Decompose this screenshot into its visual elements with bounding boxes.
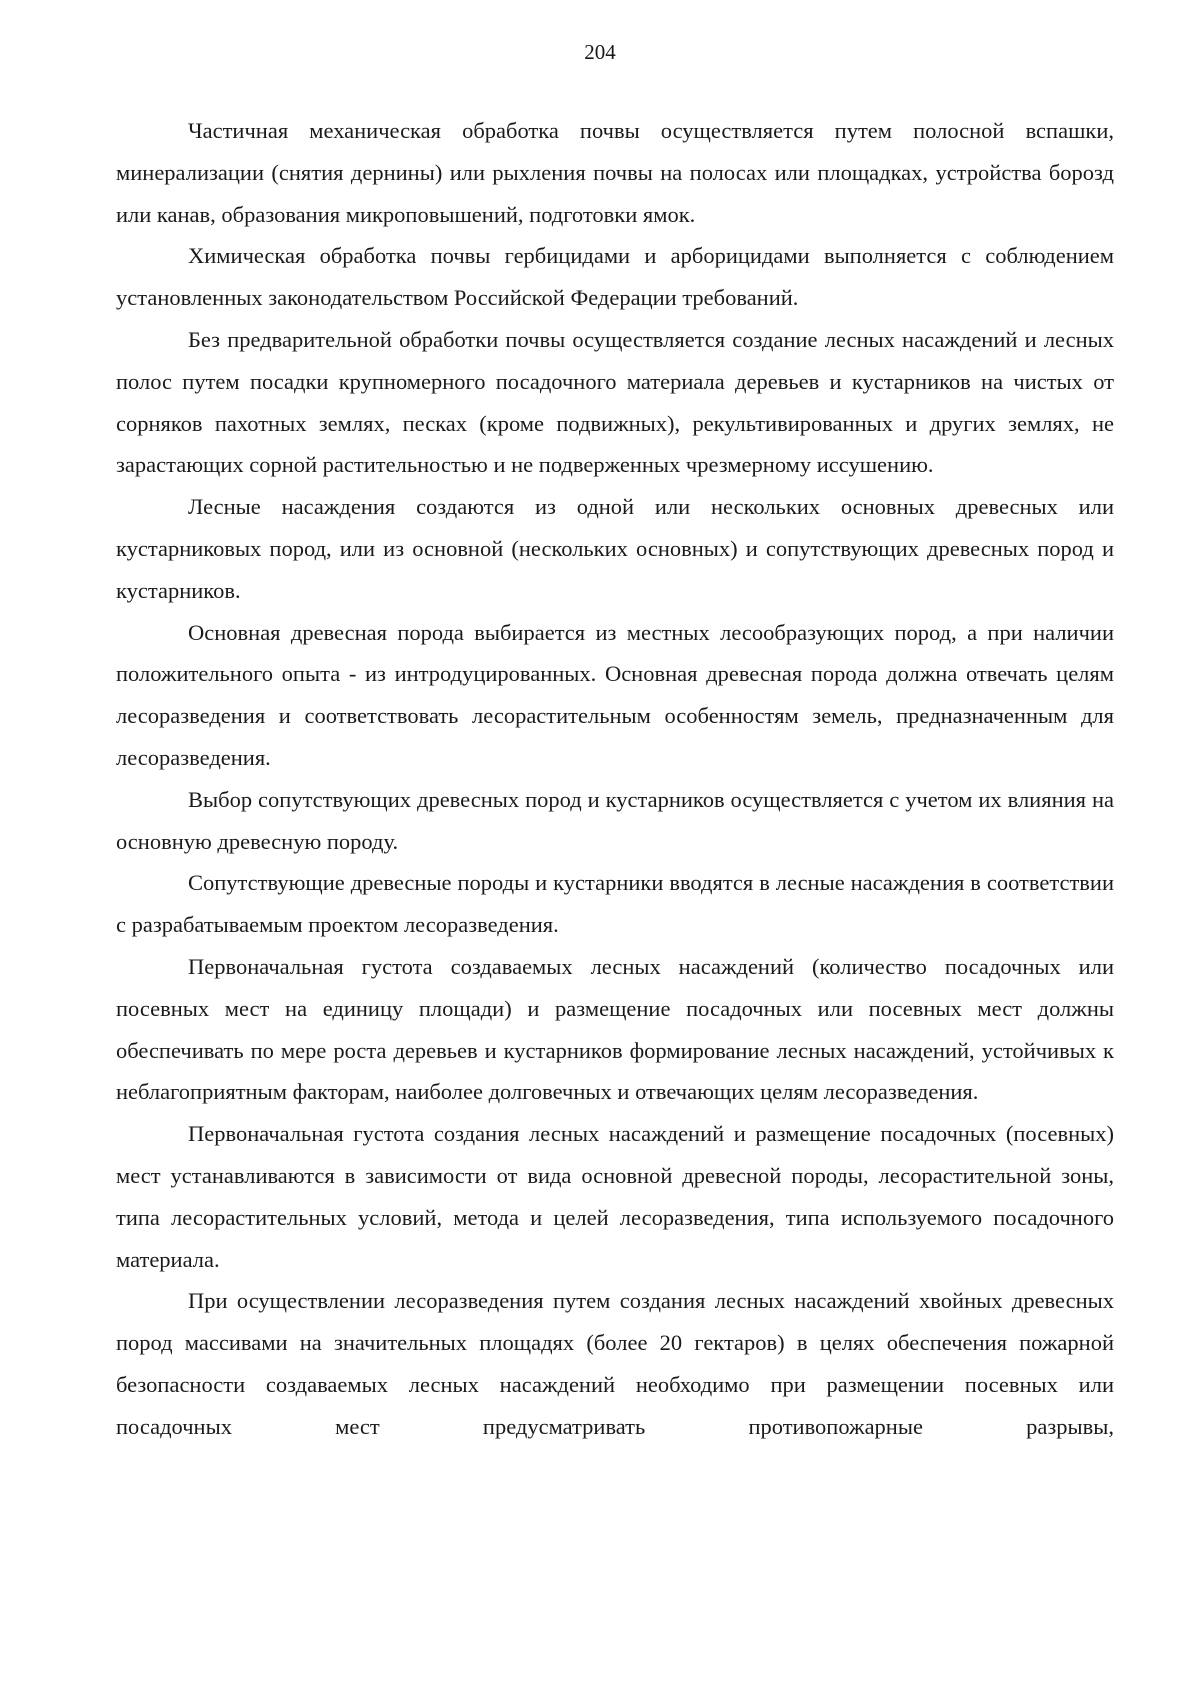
paragraph-density-factors: Первоначальная густота создания лесных насаждений и размещение посадочных (посевных) мест устанавливаются в зависимости от вида основной древесной породы, лесорастительной зоны, типа лесорастительных условий, метода и целей лесоразведения, типа используемого посадочного материала.	[116, 1121, 1114, 1272]
paragraph-initial-density: Первоначальная густота создаваемых лесных насаждений (количество посадочных или посевных мест на единицу площади) и размещение посадочных или посевных мест должны обеспечивать по мере роста деревьев и кустарников формирование лесных насаждений, устойчивых к неблагоприятным факторам, наиболее долговечных и отвечающих целям лесоразведения.	[116, 953, 1114, 1105]
page-number: 204	[584, 40, 616, 64]
paragraph-main-species-selection: Основная древесная порода выбирается из местных лесообразующих пород, а при наличии положительного опыта - из интродуцированных. Основная древесная порода должна отвечать целям лесоразведения и соответствовать лесорастительным особенностям земель, предназначенным для лесоразведения.	[116, 619, 1114, 770]
paragraph-species-composition: Лесные насаждения создаются из одной или нескольких основных древесных или кустарниковых пород, или из основной (нескольких основных) и сопутствующих древесных пород и кустарников.	[116, 494, 1114, 603]
paragraph-accompanying-species-introduction: Сопутствующие древесные породы и кустарники вводятся в лесные насаждения в соответствии с разрабатываемым проектом лесоразведения.	[116, 870, 1114, 938]
paragraph-fire-breaks: При осуществлении лесоразведения путем создания лесных насаждений хвойных древесных пород массивами на значительных площадях (более 20 гектаров) в целях обеспечения пожарной безопасности создаваемых лесных насаждений необходимо при размещении посевных или посадочных мест предусматривать противопожарные разрывы,	[116, 1288, 1114, 1439]
paragraph-chemical-treatment: Химическая обработка почвы гербицидами и арборицидами выполняется с соблюдением установленных законодательством Российской Федерации требований.	[116, 243, 1114, 311]
paragraph-partial-tillage: Частичная механическая обработка почвы осуществляется путем полосной вспашки, минерализации (снятия дернины) или рыхления почвы на полосах или площадках, устройства борозд или канав, образования микроповышений, подготовки ямок.	[116, 118, 1114, 227]
paragraph-accompanying-species-choice: Выбор сопутствующих древесных пород и кустарников осуществляется с учетом их влияния на основную древесную породу.	[116, 786, 1114, 854]
document-body	[116, 110, 1114, 1448]
paragraph-no-preliminary-treatment: Без предварительной обработки почвы осуществляется создание лесных насаждений и лесных полос путем посадки крупномерного посадочного материала деревьев и кустарников на чистых от сорняков пахотных землях, песках (кроме подвижных), рекультивированных и других землях, не зарастающих сорной растительностью и не подверженных чрезмерному иссушению.	[116, 326, 1114, 478]
